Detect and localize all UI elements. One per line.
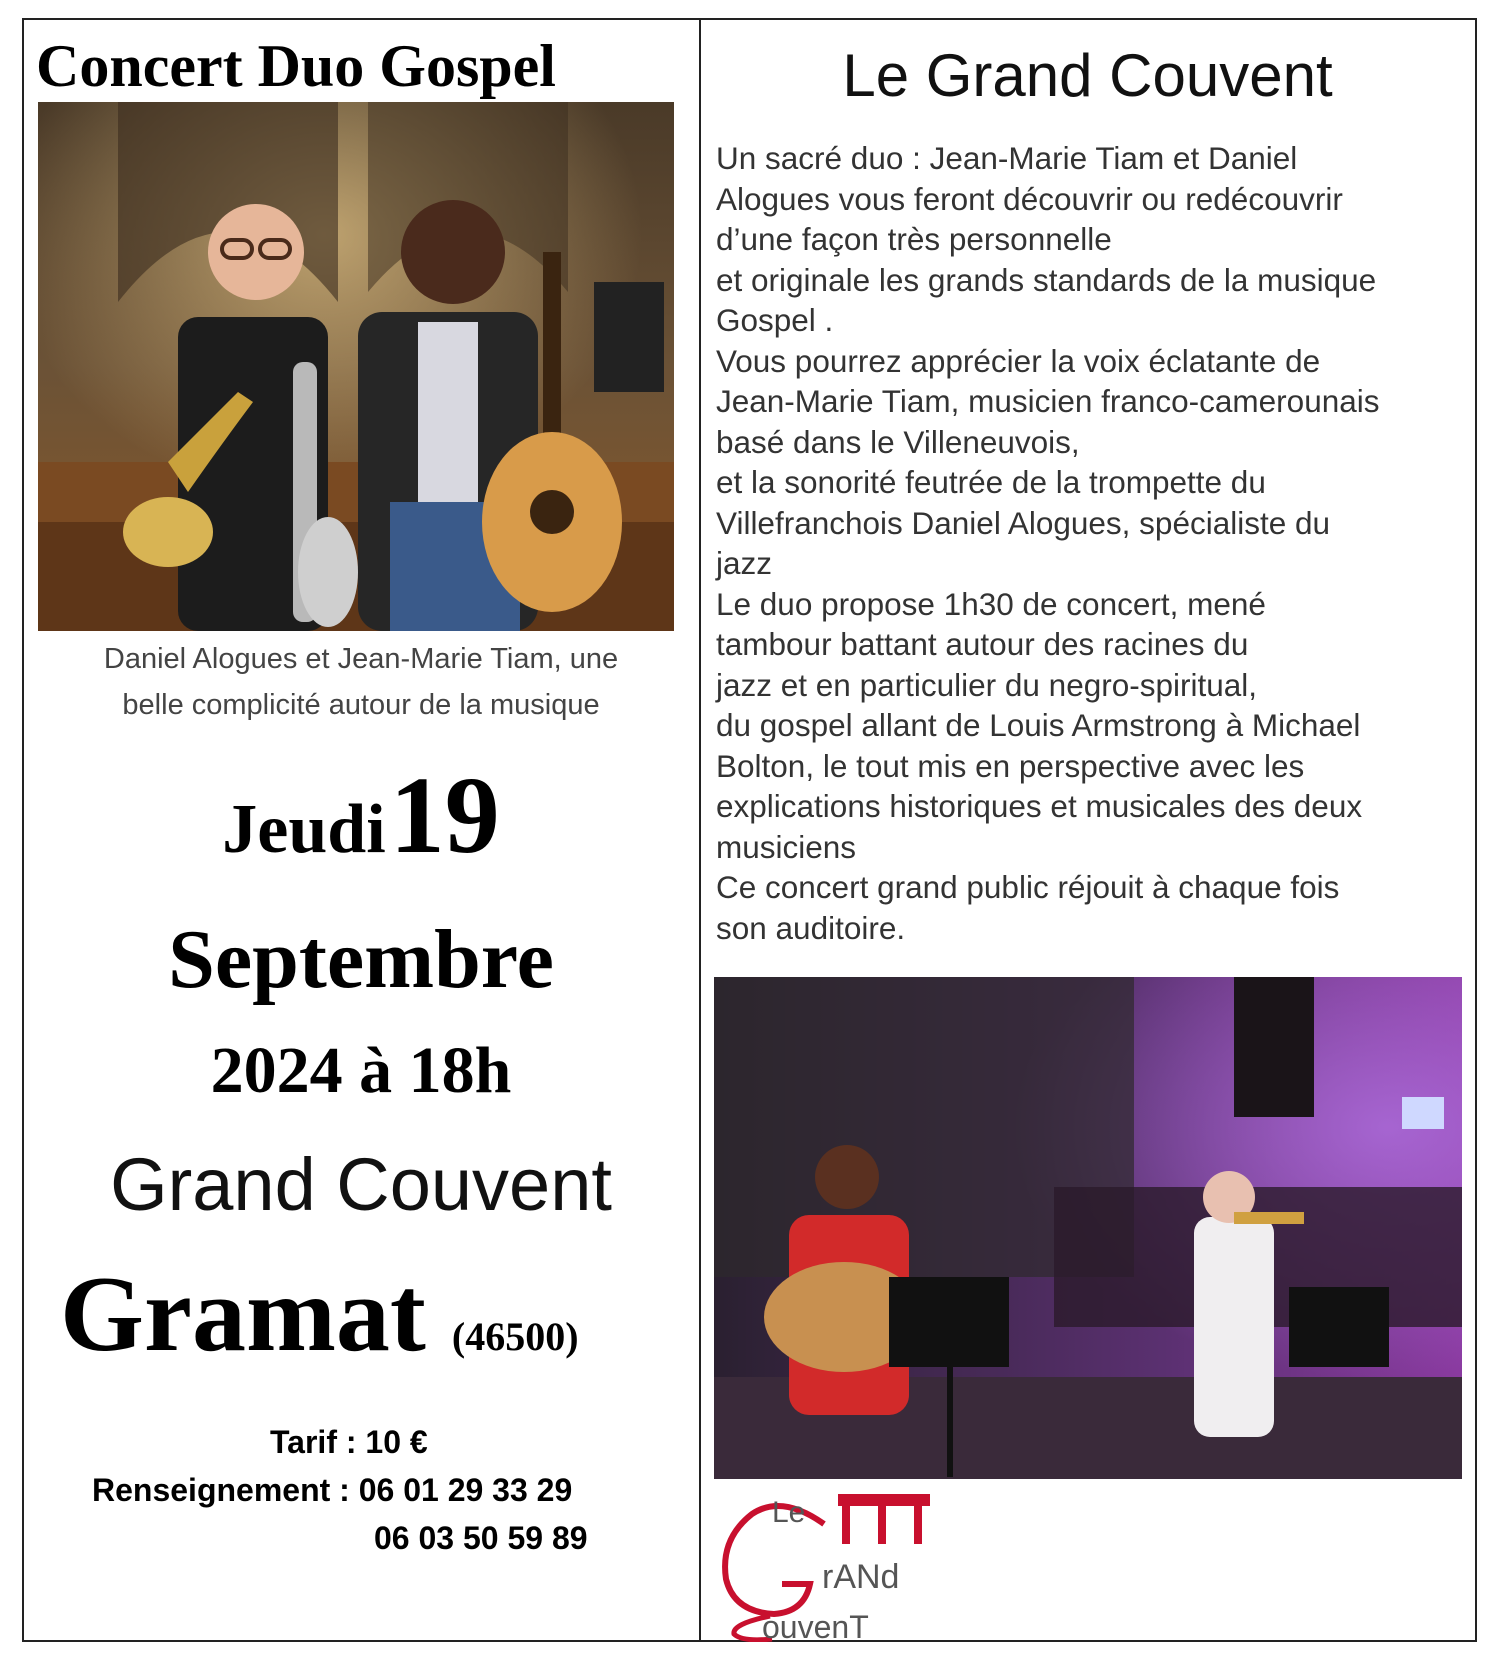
info-phone-1: Renseignement : 06 01 29 33 29 — [92, 1472, 573, 1508]
city-line — [60, 1255, 710, 1406]
description-line: musiciens — [716, 828, 857, 865]
description-line: Villefranchois Daniel Alogues, spécialiste du — [716, 504, 1331, 541]
description-line: Bolton, le tout mis en perspective avec les — [716, 747, 1305, 784]
description-line: explications historiques et musicales des deux — [716, 788, 1363, 824]
photo-caption — [36, 636, 686, 728]
venue-name: Grand Couvent — [110, 1143, 612, 1226]
venue-title: Le Grand Couvent — [842, 42, 1333, 109]
date-year-time: 2024 à 18h — [210, 1034, 512, 1107]
description-line: Alogues vous feront découvrir ou redécouvrir — [716, 180, 1343, 217]
description-line: Gospel . — [716, 302, 834, 338]
grand-couvent-logo — [712, 1484, 952, 1642]
description-line: Un sacré duo : Jean-Marie Tiam et Daniel — [716, 140, 1298, 176]
event-description — [716, 138, 1476, 948]
logo-text-couvent: ouvenT — [762, 1609, 869, 1642]
duo-photo-illustration — [38, 102, 674, 631]
city-name: Gramat — [60, 1255, 426, 1374]
description-line: Ce concert grand public réjouit à chaque fois — [716, 869, 1340, 905]
description-line: du gospel allant de Louis Armstrong à Michael — [716, 707, 1361, 743]
stage-photo-illustration — [714, 977, 1462, 1479]
caption-line-1: Daniel Alogues et Jean-Marie Tiam, une — [103, 643, 619, 675]
concert-title: Concert Duo Gospel — [36, 33, 556, 99]
description-line: d’une façon très personnelle — [716, 221, 1112, 257]
date-month: Septembre — [168, 913, 554, 1006]
ticket-price: Tarif : 10 € — [270, 1424, 428, 1460]
date-day: 19 — [389, 754, 500, 876]
info-phone-2: 06 03 50 59 89 — [374, 1520, 588, 1556]
description-line: Jean-Marie Tiam, musicien franco-camerounais — [716, 383, 1380, 419]
description-line: et la sonorité feutrée de la trompette du — [716, 464, 1266, 500]
date-weekday: Jeudi — [222, 791, 386, 868]
duo-photo — [38, 102, 674, 631]
description-line: basé dans le Villeneuvois, — [716, 423, 1080, 460]
description-line: son auditoire. — [716, 909, 906, 946]
description-line: Vous pourrez apprécier la voix éclatante de — [716, 342, 1321, 379]
description-line: et originale les grands standards de la musique — [716, 261, 1377, 298]
logo-text-le: Le — [772, 1496, 806, 1529]
description-line: tambour battant autour des racines du — [716, 626, 1249, 662]
date-weekday-day — [36, 755, 686, 908]
stage-photo — [714, 977, 1462, 1479]
logo-text-grand: rANd — [822, 1558, 900, 1596]
caption-line-2: belle complicité autour de la musique — [122, 689, 600, 721]
description-line: Le duo propose 1h30 de concert, mené — [716, 585, 1266, 622]
postcode: (46500) — [451, 1314, 579, 1359]
logo-graphic — [712, 1484, 952, 1642]
description-line: jazz et en particulier du negro-spiritual, — [716, 666, 1258, 703]
description-line: jazz — [716, 545, 773, 581]
